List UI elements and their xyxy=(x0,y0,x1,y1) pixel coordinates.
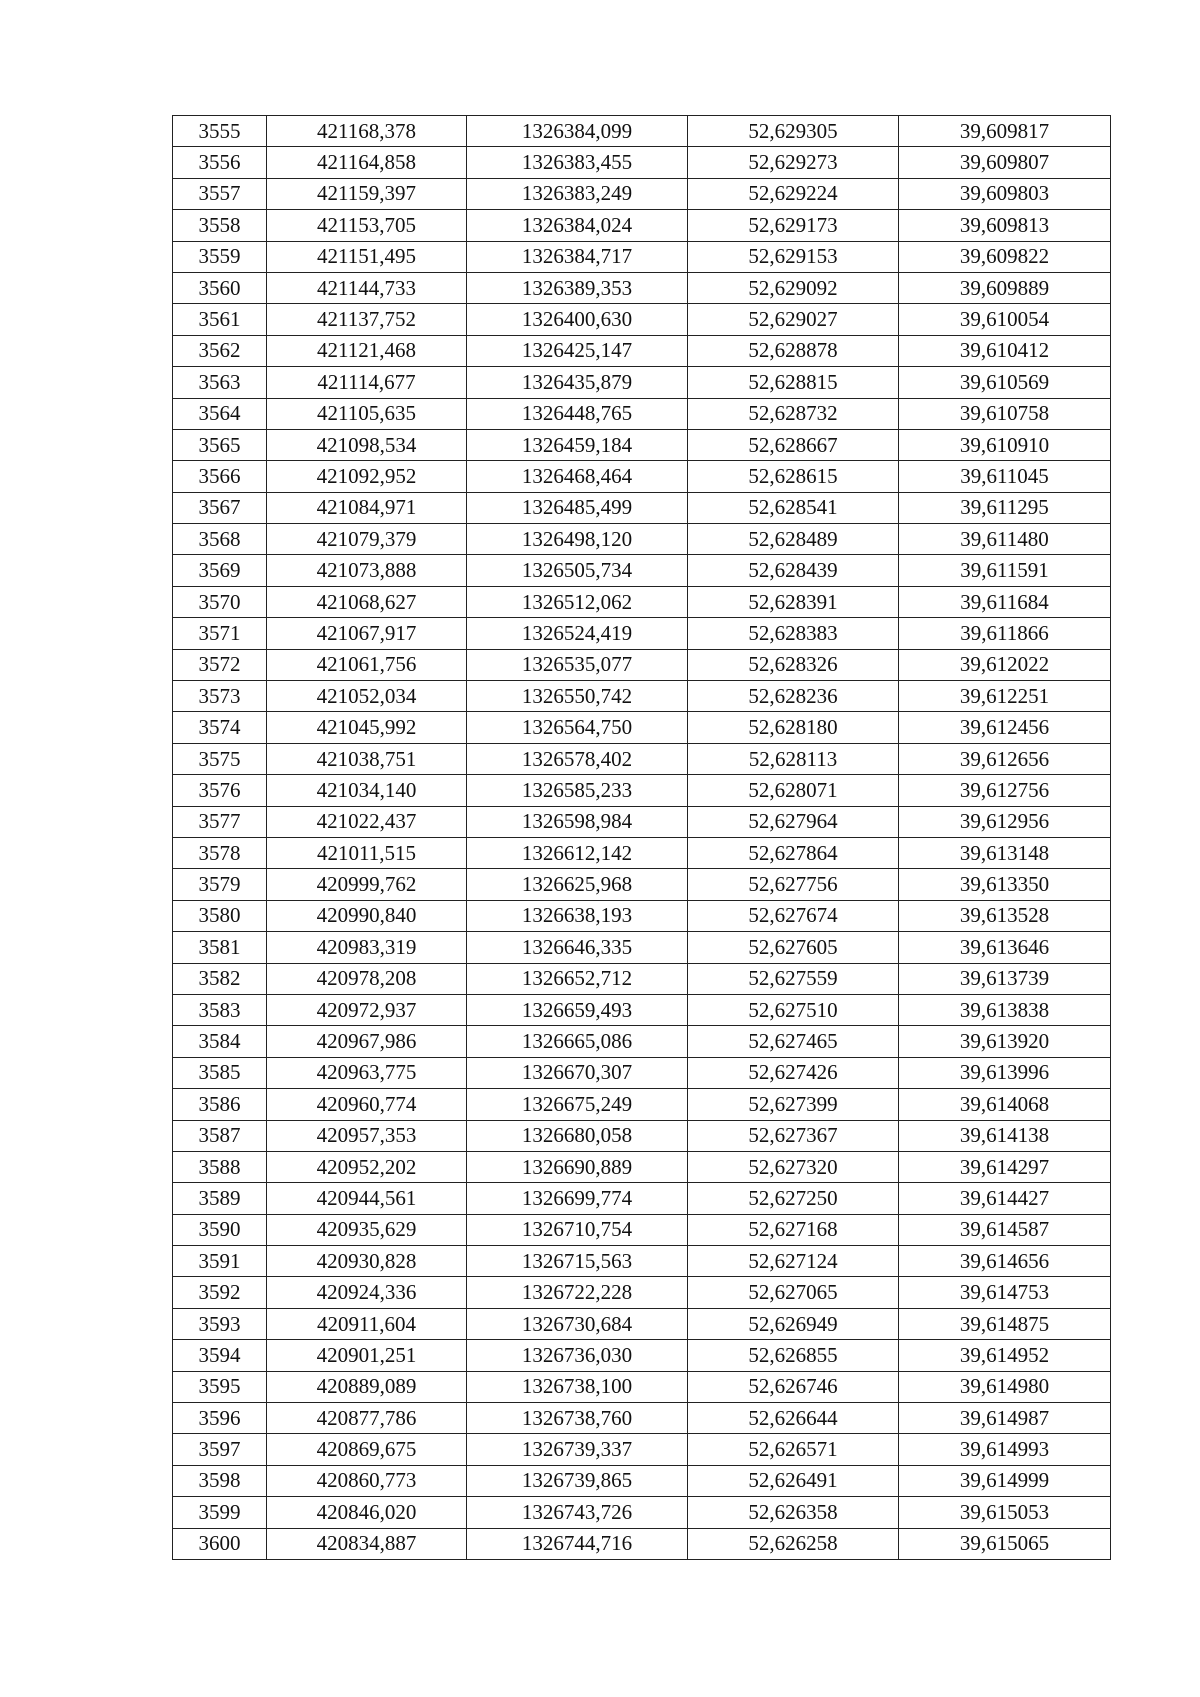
y-coordinate-cell: 1326646,335 xyxy=(467,932,688,963)
table-row xyxy=(173,869,1111,900)
y-coordinate-cell: 1326739,337 xyxy=(467,1434,688,1465)
latitude-cell: 52,628071 xyxy=(688,775,899,806)
longitude-cell: 39,612456 xyxy=(899,712,1111,743)
latitude-cell: 52,628236 xyxy=(688,681,899,712)
y-coordinate-cell: 1326699,774 xyxy=(467,1183,688,1214)
longitude-cell: 39,614297 xyxy=(899,1151,1111,1182)
table-row xyxy=(173,994,1111,1025)
latitude-cell: 52,626746 xyxy=(688,1371,899,1402)
table-row xyxy=(173,524,1111,555)
point-number-cell: 3570 xyxy=(173,586,267,617)
latitude-cell: 52,627065 xyxy=(688,1277,899,1308)
longitude-cell: 39,613148 xyxy=(899,837,1111,868)
coordinates-table xyxy=(172,115,1111,1560)
point-number-cell: 3580 xyxy=(173,900,267,931)
y-coordinate-cell: 1326625,968 xyxy=(467,869,688,900)
point-number-cell: 3596 xyxy=(173,1403,267,1434)
x-coordinate-cell: 420990,840 xyxy=(267,900,467,931)
y-coordinate-cell: 1326468,464 xyxy=(467,461,688,492)
x-coordinate-cell: 420967,986 xyxy=(267,1026,467,1057)
x-coordinate-cell: 421052,034 xyxy=(267,681,467,712)
y-coordinate-cell: 1326400,630 xyxy=(467,304,688,335)
latitude-cell: 52,629092 xyxy=(688,272,899,303)
y-coordinate-cell: 1326690,889 xyxy=(467,1151,688,1182)
x-coordinate-cell: 421151,495 xyxy=(267,241,467,272)
longitude-cell: 39,614993 xyxy=(899,1434,1111,1465)
latitude-cell: 52,628815 xyxy=(688,367,899,398)
x-coordinate-cell: 421067,917 xyxy=(267,618,467,649)
table-row xyxy=(173,1089,1111,1120)
x-coordinate-cell: 420846,020 xyxy=(267,1497,467,1528)
longitude-cell: 39,614980 xyxy=(899,1371,1111,1402)
table-row xyxy=(173,1465,1111,1496)
table-row xyxy=(173,241,1111,272)
latitude-cell: 52,626855 xyxy=(688,1340,899,1371)
latitude-cell: 52,627168 xyxy=(688,1214,899,1245)
longitude-cell: 39,611591 xyxy=(899,555,1111,586)
point-number-cell: 3556 xyxy=(173,147,267,178)
table-row xyxy=(173,837,1111,868)
table-row xyxy=(173,681,1111,712)
table-row xyxy=(173,1183,1111,1214)
table-row xyxy=(173,743,1111,774)
point-number-cell: 3581 xyxy=(173,932,267,963)
point-number-cell: 3598 xyxy=(173,1465,267,1496)
x-coordinate-cell: 421011,515 xyxy=(267,837,467,868)
table-row xyxy=(173,398,1111,429)
table-row xyxy=(173,1246,1111,1277)
x-coordinate-cell: 421159,397 xyxy=(267,178,467,209)
y-coordinate-cell: 1326744,716 xyxy=(467,1528,688,1559)
latitude-cell: 52,626571 xyxy=(688,1434,899,1465)
y-coordinate-cell: 1326710,754 xyxy=(467,1214,688,1245)
point-number-cell: 3595 xyxy=(173,1371,267,1402)
longitude-cell: 39,615053 xyxy=(899,1497,1111,1528)
table-row xyxy=(173,335,1111,366)
table-row xyxy=(173,806,1111,837)
table-row xyxy=(173,304,1111,335)
longitude-cell: 39,611684 xyxy=(899,586,1111,617)
latitude-cell: 52,628489 xyxy=(688,524,899,555)
table-row xyxy=(173,1057,1111,1088)
longitude-cell: 39,609803 xyxy=(899,178,1111,209)
latitude-cell: 52,627510 xyxy=(688,994,899,1025)
y-coordinate-cell: 1326435,879 xyxy=(467,367,688,398)
x-coordinate-cell: 421114,677 xyxy=(267,367,467,398)
table-row xyxy=(173,932,1111,963)
latitude-cell: 52,629273 xyxy=(688,147,899,178)
point-number-cell: 3575 xyxy=(173,743,267,774)
latitude-cell: 52,627426 xyxy=(688,1057,899,1088)
table-row xyxy=(173,1371,1111,1402)
latitude-cell: 52,629027 xyxy=(688,304,899,335)
x-coordinate-cell: 420911,604 xyxy=(267,1308,467,1339)
y-coordinate-cell: 1326512,062 xyxy=(467,586,688,617)
x-coordinate-cell: 420972,937 xyxy=(267,994,467,1025)
longitude-cell: 39,613996 xyxy=(899,1057,1111,1088)
table-row xyxy=(173,147,1111,178)
longitude-cell: 39,613739 xyxy=(899,963,1111,994)
y-coordinate-cell: 1326715,563 xyxy=(467,1246,688,1277)
y-coordinate-cell: 1326659,493 xyxy=(467,994,688,1025)
y-coordinate-cell: 1326738,760 xyxy=(467,1403,688,1434)
longitude-cell: 39,614656 xyxy=(899,1246,1111,1277)
table-row xyxy=(173,1340,1111,1371)
table-row xyxy=(173,367,1111,398)
y-coordinate-cell: 1326585,233 xyxy=(467,775,688,806)
table-row xyxy=(173,1151,1111,1182)
longitude-cell: 39,610054 xyxy=(899,304,1111,335)
x-coordinate-cell: 421084,971 xyxy=(267,492,467,523)
table-row xyxy=(173,1528,1111,1559)
x-coordinate-cell: 420930,828 xyxy=(267,1246,467,1277)
latitude-cell: 52,627399 xyxy=(688,1089,899,1120)
table-row xyxy=(173,775,1111,806)
point-number-cell: 3563 xyxy=(173,367,267,398)
latitude-cell: 52,627756 xyxy=(688,869,899,900)
latitude-cell: 52,628541 xyxy=(688,492,899,523)
coordinates-table-body xyxy=(173,116,1111,1560)
x-coordinate-cell: 420889,089 xyxy=(267,1371,467,1402)
point-number-cell: 3573 xyxy=(173,681,267,712)
point-number-cell: 3600 xyxy=(173,1528,267,1559)
y-coordinate-cell: 1326743,726 xyxy=(467,1497,688,1528)
longitude-cell: 39,611866 xyxy=(899,618,1111,649)
table-row xyxy=(173,1308,1111,1339)
longitude-cell: 39,611045 xyxy=(899,461,1111,492)
longitude-cell: 39,612022 xyxy=(899,649,1111,680)
table-row xyxy=(173,178,1111,209)
longitude-cell: 39,612956 xyxy=(899,806,1111,837)
x-coordinate-cell: 421168,378 xyxy=(267,116,467,147)
x-coordinate-cell: 420924,336 xyxy=(267,1277,467,1308)
point-number-cell: 3591 xyxy=(173,1246,267,1277)
point-number-cell: 3558 xyxy=(173,210,267,241)
latitude-cell: 52,629173 xyxy=(688,210,899,241)
longitude-cell: 39,613646 xyxy=(899,932,1111,963)
x-coordinate-cell: 421144,733 xyxy=(267,272,467,303)
longitude-cell: 39,611480 xyxy=(899,524,1111,555)
y-coordinate-cell: 1326598,984 xyxy=(467,806,688,837)
longitude-cell: 39,609889 xyxy=(899,272,1111,303)
x-coordinate-cell: 420944,561 xyxy=(267,1183,467,1214)
table-row xyxy=(173,116,1111,147)
point-number-cell: 3561 xyxy=(173,304,267,335)
latitude-cell: 52,629153 xyxy=(688,241,899,272)
point-number-cell: 3564 xyxy=(173,398,267,429)
x-coordinate-cell: 421073,888 xyxy=(267,555,467,586)
latitude-cell: 52,628326 xyxy=(688,649,899,680)
x-coordinate-cell: 420999,762 xyxy=(267,869,467,900)
latitude-cell: 52,627674 xyxy=(688,900,899,931)
x-coordinate-cell: 420869,675 xyxy=(267,1434,467,1465)
point-number-cell: 3597 xyxy=(173,1434,267,1465)
x-coordinate-cell: 421098,534 xyxy=(267,429,467,460)
table-row xyxy=(173,1214,1111,1245)
x-coordinate-cell: 421121,468 xyxy=(267,335,467,366)
x-coordinate-cell: 420963,775 xyxy=(267,1057,467,1088)
x-coordinate-cell: 421079,379 xyxy=(267,524,467,555)
longitude-cell: 39,610910 xyxy=(899,429,1111,460)
longitude-cell: 39,613920 xyxy=(899,1026,1111,1057)
y-coordinate-cell: 1326550,742 xyxy=(467,681,688,712)
point-number-cell: 3577 xyxy=(173,806,267,837)
latitude-cell: 52,627964 xyxy=(688,806,899,837)
point-number-cell: 3599 xyxy=(173,1497,267,1528)
longitude-cell: 39,614999 xyxy=(899,1465,1111,1496)
latitude-cell: 52,626644 xyxy=(688,1403,899,1434)
latitude-cell: 52,628878 xyxy=(688,335,899,366)
x-coordinate-cell: 420901,251 xyxy=(267,1340,467,1371)
latitude-cell: 52,629224 xyxy=(688,178,899,209)
longitude-cell: 39,610412 xyxy=(899,335,1111,366)
y-coordinate-cell: 1326498,120 xyxy=(467,524,688,555)
point-number-cell: 3594 xyxy=(173,1340,267,1371)
point-number-cell: 3574 xyxy=(173,712,267,743)
x-coordinate-cell: 420860,773 xyxy=(267,1465,467,1496)
y-coordinate-cell: 1326612,142 xyxy=(467,837,688,868)
x-coordinate-cell: 421038,751 xyxy=(267,743,467,774)
table-row xyxy=(173,1026,1111,1057)
longitude-cell: 39,611295 xyxy=(899,492,1111,523)
longitude-cell: 39,614427 xyxy=(899,1183,1111,1214)
y-coordinate-cell: 1326383,249 xyxy=(467,178,688,209)
longitude-cell: 39,614952 xyxy=(899,1340,1111,1371)
table-row xyxy=(173,900,1111,931)
latitude-cell: 52,629305 xyxy=(688,116,899,147)
y-coordinate-cell: 1326448,765 xyxy=(467,398,688,429)
point-number-cell: 3555 xyxy=(173,116,267,147)
point-number-cell: 3566 xyxy=(173,461,267,492)
longitude-cell: 39,610758 xyxy=(899,398,1111,429)
longitude-cell: 39,614753 xyxy=(899,1277,1111,1308)
y-coordinate-cell: 1326485,499 xyxy=(467,492,688,523)
y-coordinate-cell: 1326425,147 xyxy=(467,335,688,366)
latitude-cell: 52,628667 xyxy=(688,429,899,460)
y-coordinate-cell: 1326383,455 xyxy=(467,147,688,178)
latitude-cell: 52,626258 xyxy=(688,1528,899,1559)
table-row xyxy=(173,618,1111,649)
longitude-cell: 39,612756 xyxy=(899,775,1111,806)
latitude-cell: 52,628383 xyxy=(688,618,899,649)
longitude-cell: 39,613350 xyxy=(899,869,1111,900)
longitude-cell: 39,609817 xyxy=(899,116,1111,147)
y-coordinate-cell: 1326384,717 xyxy=(467,241,688,272)
table-row xyxy=(173,1403,1111,1434)
latitude-cell: 52,627559 xyxy=(688,963,899,994)
x-coordinate-cell: 421137,752 xyxy=(267,304,467,335)
x-coordinate-cell: 420978,208 xyxy=(267,963,467,994)
y-coordinate-cell: 1326384,024 xyxy=(467,210,688,241)
latitude-cell: 52,627465 xyxy=(688,1026,899,1057)
table-row xyxy=(173,1497,1111,1528)
point-number-cell: 3582 xyxy=(173,963,267,994)
longitude-cell: 39,609807 xyxy=(899,147,1111,178)
latitude-cell: 52,627250 xyxy=(688,1183,899,1214)
x-coordinate-cell: 421045,992 xyxy=(267,712,467,743)
point-number-cell: 3589 xyxy=(173,1183,267,1214)
point-number-cell: 3590 xyxy=(173,1214,267,1245)
point-number-cell: 3571 xyxy=(173,618,267,649)
y-coordinate-cell: 1326675,249 xyxy=(467,1089,688,1120)
longitude-cell: 39,614987 xyxy=(899,1403,1111,1434)
x-coordinate-cell: 421022,437 xyxy=(267,806,467,837)
point-number-cell: 3569 xyxy=(173,555,267,586)
table-row xyxy=(173,586,1111,617)
point-number-cell: 3579 xyxy=(173,869,267,900)
x-coordinate-cell: 421034,140 xyxy=(267,775,467,806)
longitude-cell: 39,614068 xyxy=(899,1089,1111,1120)
point-number-cell: 3567 xyxy=(173,492,267,523)
point-number-cell: 3587 xyxy=(173,1120,267,1151)
point-number-cell: 3568 xyxy=(173,524,267,555)
point-number-cell: 3572 xyxy=(173,649,267,680)
longitude-cell: 39,613528 xyxy=(899,900,1111,931)
longitude-cell: 39,609822 xyxy=(899,241,1111,272)
y-coordinate-cell: 1326638,193 xyxy=(467,900,688,931)
longitude-cell: 39,612656 xyxy=(899,743,1111,774)
point-number-cell: 3559 xyxy=(173,241,267,272)
table-row xyxy=(173,1120,1111,1151)
x-coordinate-cell: 421164,858 xyxy=(267,147,467,178)
x-coordinate-cell: 420960,774 xyxy=(267,1089,467,1120)
y-coordinate-cell: 1326730,684 xyxy=(467,1308,688,1339)
x-coordinate-cell: 421153,705 xyxy=(267,210,467,241)
latitude-cell: 52,626491 xyxy=(688,1465,899,1496)
longitude-cell: 39,613838 xyxy=(899,994,1111,1025)
longitude-cell: 39,610569 xyxy=(899,367,1111,398)
longitude-cell: 39,614138 xyxy=(899,1120,1111,1151)
table-row xyxy=(173,1434,1111,1465)
y-coordinate-cell: 1326505,734 xyxy=(467,555,688,586)
point-number-cell: 3584 xyxy=(173,1026,267,1057)
y-coordinate-cell: 1326738,100 xyxy=(467,1371,688,1402)
latitude-cell: 52,626949 xyxy=(688,1308,899,1339)
latitude-cell: 52,627605 xyxy=(688,932,899,963)
y-coordinate-cell: 1326459,184 xyxy=(467,429,688,460)
latitude-cell: 52,628391 xyxy=(688,586,899,617)
table-row xyxy=(173,1277,1111,1308)
x-coordinate-cell: 420983,319 xyxy=(267,932,467,963)
y-coordinate-cell: 1326722,228 xyxy=(467,1277,688,1308)
y-coordinate-cell: 1326389,353 xyxy=(467,272,688,303)
point-number-cell: 3592 xyxy=(173,1277,267,1308)
y-coordinate-cell: 1326578,402 xyxy=(467,743,688,774)
x-coordinate-cell: 420952,202 xyxy=(267,1151,467,1182)
table-row xyxy=(173,461,1111,492)
y-coordinate-cell: 1326665,086 xyxy=(467,1026,688,1057)
point-number-cell: 3593 xyxy=(173,1308,267,1339)
y-coordinate-cell: 1326736,030 xyxy=(467,1340,688,1371)
point-number-cell: 3576 xyxy=(173,775,267,806)
longitude-cell: 39,614587 xyxy=(899,1214,1111,1245)
x-coordinate-cell: 421105,635 xyxy=(267,398,467,429)
point-number-cell: 3585 xyxy=(173,1057,267,1088)
y-coordinate-cell: 1326739,865 xyxy=(467,1465,688,1496)
latitude-cell: 52,627367 xyxy=(688,1120,899,1151)
table-row xyxy=(173,429,1111,460)
x-coordinate-cell: 420935,629 xyxy=(267,1214,467,1245)
latitude-cell: 52,628180 xyxy=(688,712,899,743)
latitude-cell: 52,626358 xyxy=(688,1497,899,1528)
point-number-cell: 3565 xyxy=(173,429,267,460)
y-coordinate-cell: 1326670,307 xyxy=(467,1057,688,1088)
latitude-cell: 52,628113 xyxy=(688,743,899,774)
latitude-cell: 52,627320 xyxy=(688,1151,899,1182)
point-number-cell: 3583 xyxy=(173,994,267,1025)
y-coordinate-cell: 1326535,077 xyxy=(467,649,688,680)
x-coordinate-cell: 421061,756 xyxy=(267,649,467,680)
point-number-cell: 3560 xyxy=(173,272,267,303)
table-row xyxy=(173,649,1111,680)
latitude-cell: 52,627124 xyxy=(688,1246,899,1277)
x-coordinate-cell: 421068,627 xyxy=(267,586,467,617)
y-coordinate-cell: 1326524,419 xyxy=(467,618,688,649)
longitude-cell: 39,614875 xyxy=(899,1308,1111,1339)
y-coordinate-cell: 1326652,712 xyxy=(467,963,688,994)
longitude-cell: 39,615065 xyxy=(899,1528,1111,1559)
x-coordinate-cell: 421092,952 xyxy=(267,461,467,492)
y-coordinate-cell: 1326384,099 xyxy=(467,116,688,147)
y-coordinate-cell: 1326680,058 xyxy=(467,1120,688,1151)
latitude-cell: 52,628615 xyxy=(688,461,899,492)
table-row xyxy=(173,963,1111,994)
x-coordinate-cell: 420834,887 xyxy=(267,1528,467,1559)
point-number-cell: 3562 xyxy=(173,335,267,366)
latitude-cell: 52,627864 xyxy=(688,837,899,868)
point-number-cell: 3557 xyxy=(173,178,267,209)
point-number-cell: 3588 xyxy=(173,1151,267,1182)
latitude-cell: 52,628732 xyxy=(688,398,899,429)
table-row xyxy=(173,492,1111,523)
table-row xyxy=(173,272,1111,303)
latitude-cell: 52,628439 xyxy=(688,555,899,586)
table-row xyxy=(173,210,1111,241)
point-number-cell: 3578 xyxy=(173,837,267,868)
x-coordinate-cell: 420877,786 xyxy=(267,1403,467,1434)
longitude-cell: 39,609813 xyxy=(899,210,1111,241)
longitude-cell: 39,612251 xyxy=(899,681,1111,712)
point-number-cell: 3586 xyxy=(173,1089,267,1120)
y-coordinate-cell: 1326564,750 xyxy=(467,712,688,743)
table-row xyxy=(173,555,1111,586)
x-coordinate-cell: 420957,353 xyxy=(267,1120,467,1151)
table-row xyxy=(173,712,1111,743)
